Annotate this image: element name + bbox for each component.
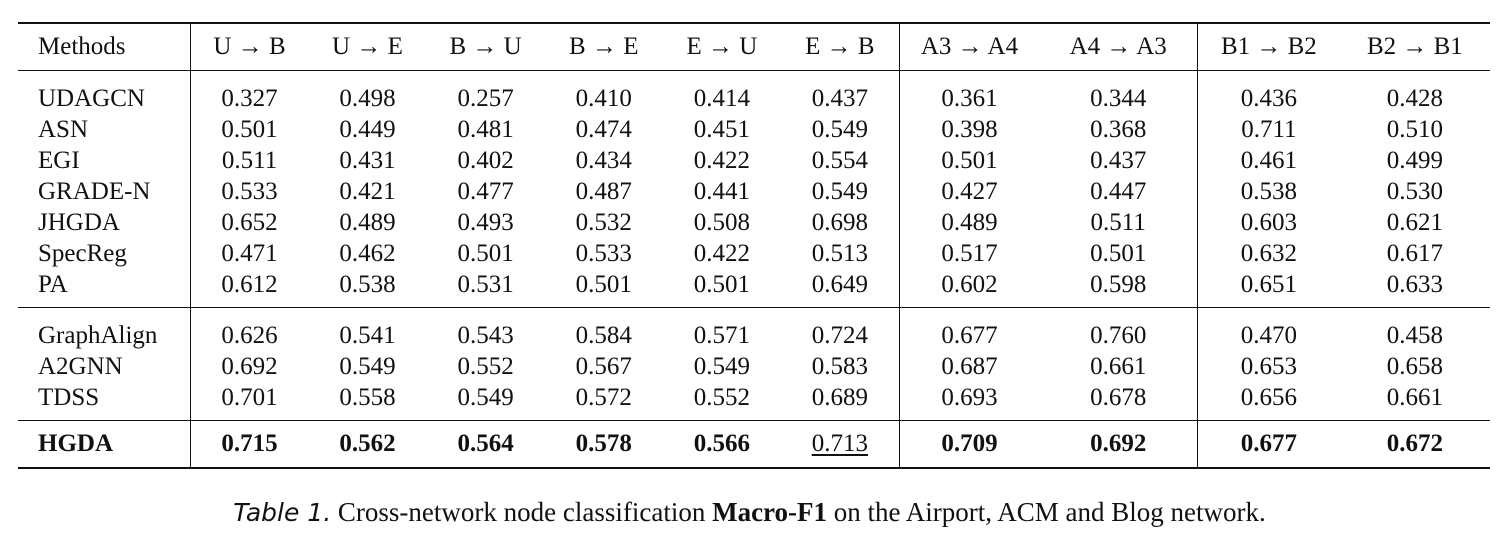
score-cell: 0.617 xyxy=(1386,239,1443,267)
score-cell: 0.489 xyxy=(899,207,1039,238)
score-cell: 0.398 xyxy=(899,114,1039,145)
score-cell: 0.549 xyxy=(811,177,868,205)
score-cell: 0.571 xyxy=(693,321,751,349)
table-row xyxy=(18,308,1490,352)
score-cell-best: 0.562 xyxy=(339,430,396,457)
score-cell: 0.449 xyxy=(339,115,396,143)
score-cell: 0.658 xyxy=(1386,352,1443,380)
score-cell: 0.501 xyxy=(190,114,308,145)
score-cell: 0.677 xyxy=(899,308,1039,352)
score-cell: 0.572 xyxy=(575,383,632,411)
score-cell: 0.451 xyxy=(693,115,751,143)
results-table-container xyxy=(18,22,1490,469)
column-header: B → E xyxy=(569,33,639,60)
score-cell: 0.689 xyxy=(811,383,868,411)
score-cell: 0.603 xyxy=(1198,207,1340,238)
score-cell: 0.368 xyxy=(1090,115,1147,143)
score-value: 0.713 xyxy=(811,430,868,457)
score-cell: 0.470 xyxy=(1198,308,1340,352)
score-cell: 0.543 xyxy=(457,321,514,349)
score-cell: 0.458 xyxy=(1386,321,1443,349)
baseline-group xyxy=(18,71,1490,308)
table-row xyxy=(18,351,1490,382)
score-cell: 0.538 xyxy=(1198,176,1340,207)
score-cell: 0.649 xyxy=(811,270,868,298)
score-cell: 0.612 xyxy=(190,269,308,308)
score-cell: 0.652 xyxy=(190,207,308,238)
score-cell: 0.584 xyxy=(575,321,632,349)
score-cell: 0.511 xyxy=(190,145,308,176)
method-name: SpecReg xyxy=(38,239,127,267)
caption-text-after: on the Airport, ACM and Blog network. xyxy=(827,497,1266,527)
column-header: A3 → A4 xyxy=(899,23,1039,71)
score-cell: 0.651 xyxy=(1198,269,1340,308)
score-cell-best: 0.677 xyxy=(1198,421,1340,469)
score-cell: 0.441 xyxy=(693,177,751,205)
score-cell: 0.598 xyxy=(1090,270,1147,298)
score-cell: 0.656 xyxy=(1198,382,1340,421)
column-header: E → B xyxy=(805,33,875,60)
table-row xyxy=(18,176,1490,207)
score-cell: 0.437 xyxy=(1090,146,1147,174)
score-cell: 0.531 xyxy=(457,270,514,298)
caption-metric: Macro-F1 xyxy=(712,497,828,527)
score-cell: 0.499 xyxy=(1386,146,1443,174)
column-header: B2 → B1 xyxy=(1366,33,1463,60)
score-cell: 0.711 xyxy=(1198,114,1340,145)
score-cell: 0.410 xyxy=(575,84,632,112)
score-cell: 0.583 xyxy=(811,352,868,380)
table-row-hgda xyxy=(18,421,1490,469)
caption-label: Table 1. xyxy=(233,498,332,527)
score-cell: 0.487 xyxy=(575,177,632,205)
score-cell: 0.493 xyxy=(457,208,514,236)
score-cell-best: 0.692 xyxy=(1090,430,1147,457)
results-table xyxy=(18,22,1490,469)
method-name: EGI xyxy=(38,146,80,174)
table-row xyxy=(18,145,1490,176)
recent-methods-group xyxy=(18,308,1490,421)
score-cell: 0.632 xyxy=(1198,238,1340,269)
score-cell: 0.361 xyxy=(899,71,1039,115)
score-cell-best: 0.672 xyxy=(1386,430,1443,457)
score-cell-best: 0.709 xyxy=(899,421,1039,469)
score-cell: 0.501 xyxy=(899,145,1039,176)
score-cell: 0.530 xyxy=(1386,177,1443,205)
column-header: E → U xyxy=(686,33,758,60)
score-cell-best: 0.564 xyxy=(457,430,514,457)
score-cell: 0.533 xyxy=(190,176,308,207)
score-cell: 0.541 xyxy=(339,321,396,349)
method-name: ASN xyxy=(38,115,89,143)
proposed-method-group xyxy=(18,421,1490,469)
method-name: GraphAlign xyxy=(38,321,158,349)
table-row xyxy=(18,269,1490,308)
score-cell: 0.678 xyxy=(1090,383,1147,411)
score-cell: 0.661 xyxy=(1386,383,1443,411)
score-cell: 0.489 xyxy=(339,208,396,236)
score-cell: 0.461 xyxy=(1198,145,1340,176)
column-header: A4 → A3 xyxy=(1069,33,1167,60)
score-cell-best: 0.566 xyxy=(693,430,751,457)
column-header-methods: Methods xyxy=(38,33,126,60)
score-cell: 0.549 xyxy=(457,383,514,411)
method-name: UDAGCN xyxy=(38,84,145,112)
method-name: GRADE-N xyxy=(38,177,151,205)
table-row xyxy=(18,114,1490,145)
score-cell: 0.501 xyxy=(457,239,514,267)
score-cell: 0.434 xyxy=(575,146,632,174)
method-name: TDSS xyxy=(38,383,100,411)
score-cell: 0.693 xyxy=(899,382,1039,421)
caption-text-before: Cross-network node classification xyxy=(331,497,713,527)
score-cell: 0.447 xyxy=(1090,177,1147,205)
score-cell: 0.626 xyxy=(190,308,308,352)
score-cell: 0.511 xyxy=(1090,208,1146,236)
score-cell: 0.692 xyxy=(190,351,308,382)
table-row xyxy=(18,207,1490,238)
score-cell: 0.422 xyxy=(693,146,751,174)
score-cell: 0.552 xyxy=(693,383,751,411)
score-cell: 0.402 xyxy=(457,146,514,174)
score-cell: 0.427 xyxy=(899,176,1039,207)
score-cell: 0.549 xyxy=(693,352,751,380)
score-cell: 0.477 xyxy=(457,177,514,205)
method-name: JHGDA xyxy=(38,208,120,236)
score-cell: 0.501 xyxy=(693,270,751,298)
score-cell: 0.513 xyxy=(811,239,868,267)
score-cell: 0.431 xyxy=(339,146,396,174)
score-cell: 0.532 xyxy=(575,208,632,236)
method-name: PA xyxy=(38,270,68,298)
column-header: U → B xyxy=(190,23,308,71)
score-cell: 0.481 xyxy=(457,115,514,143)
score-cell: 0.327 xyxy=(190,71,308,115)
score-cell: 0.602 xyxy=(899,269,1039,308)
score-cell: 0.510 xyxy=(1386,115,1443,143)
score-cell: 0.501 xyxy=(1090,239,1147,267)
score-cell: 0.701 xyxy=(190,382,308,421)
column-header: B1 → B2 xyxy=(1198,23,1340,71)
method-name: A2GNN xyxy=(38,352,123,380)
score-cell-best: 0.715 xyxy=(190,421,308,469)
table-caption xyxy=(0,497,1499,528)
score-cell: 0.633 xyxy=(1386,270,1443,298)
column-header: B → U xyxy=(449,33,522,60)
score-cell: 0.257 xyxy=(457,84,514,112)
score-cell: 0.422 xyxy=(693,239,751,267)
score-cell-underlined xyxy=(781,421,899,469)
score-cell: 0.538 xyxy=(339,270,396,298)
score-cell: 0.437 xyxy=(811,84,868,112)
score-cell: 0.517 xyxy=(899,238,1039,269)
score-cell: 0.621 xyxy=(1386,208,1443,236)
table-row xyxy=(18,71,1490,115)
header-row xyxy=(18,23,1490,71)
score-cell: 0.428 xyxy=(1386,84,1443,112)
score-cell: 0.436 xyxy=(1198,71,1340,115)
score-cell: 0.552 xyxy=(457,352,514,380)
score-cell: 0.554 xyxy=(811,146,868,174)
score-cell: 0.698 xyxy=(811,208,868,236)
score-cell: 0.474 xyxy=(575,115,632,143)
score-cell: 0.549 xyxy=(811,115,868,143)
score-cell: 0.344 xyxy=(1090,84,1147,112)
score-cell: 0.760 xyxy=(1090,321,1147,349)
score-cell: 0.414 xyxy=(693,84,751,112)
score-cell: 0.724 xyxy=(811,321,868,349)
score-cell: 0.549 xyxy=(339,352,396,380)
score-cell: 0.508 xyxy=(693,208,751,236)
score-cell: 0.471 xyxy=(190,238,308,269)
score-cell: 0.533 xyxy=(575,239,632,267)
table-row xyxy=(18,238,1490,269)
column-header: U → E xyxy=(332,33,403,60)
score-cell: 0.501 xyxy=(575,270,632,298)
table-row xyxy=(18,382,1490,421)
method-name: HGDA xyxy=(38,430,113,457)
score-cell: 0.558 xyxy=(339,383,396,411)
score-cell: 0.661 xyxy=(1090,352,1147,380)
score-cell: 0.567 xyxy=(575,352,632,380)
score-cell-best: 0.578 xyxy=(575,430,632,457)
score-cell: 0.498 xyxy=(339,84,396,112)
score-cell: 0.653 xyxy=(1198,351,1340,382)
score-cell: 0.421 xyxy=(339,177,396,205)
score-cell: 0.687 xyxy=(899,351,1039,382)
score-cell: 0.462 xyxy=(339,239,396,267)
